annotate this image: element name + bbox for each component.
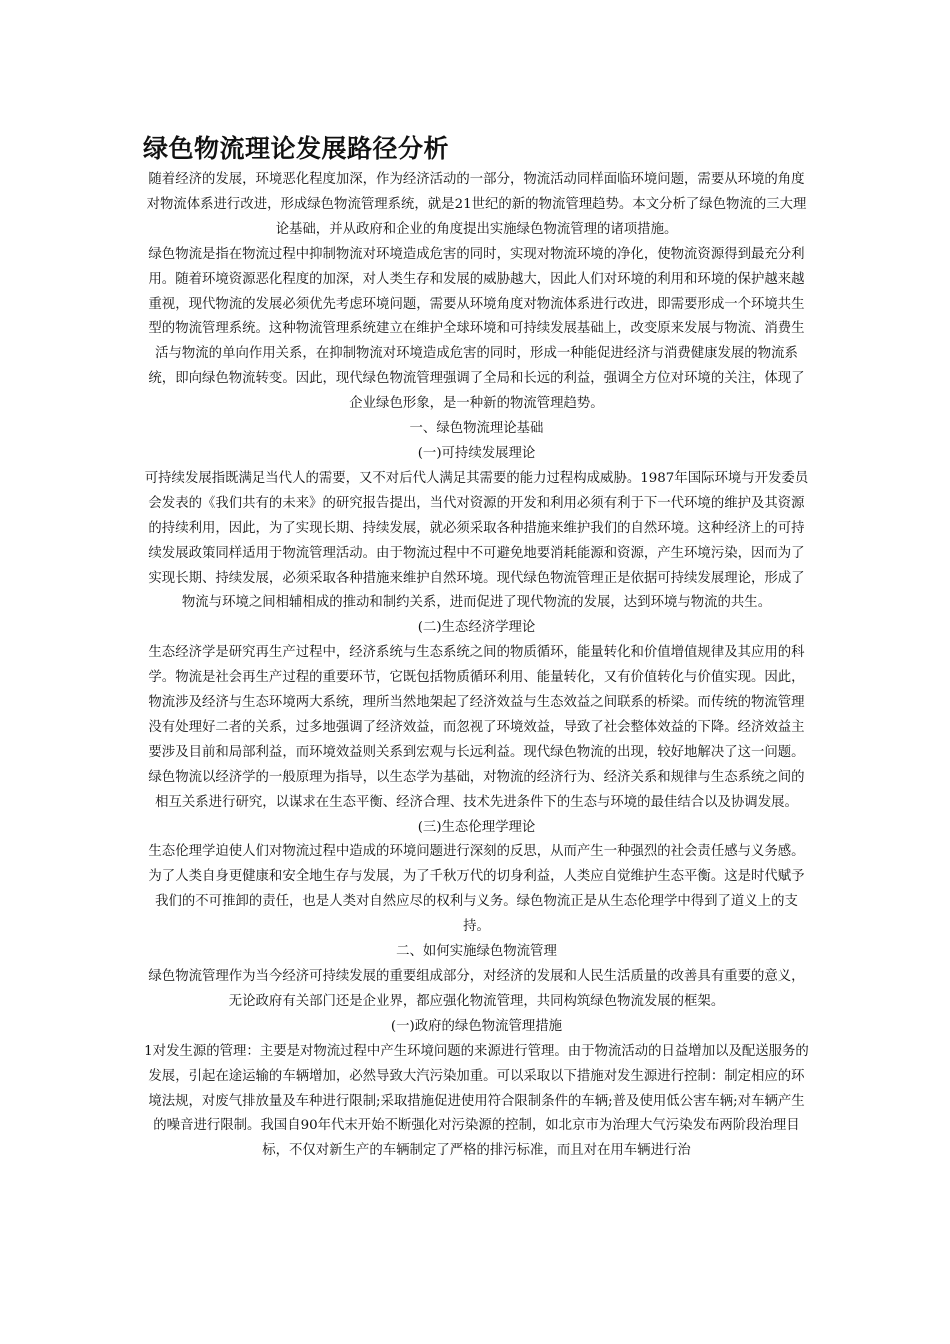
body-paragraph: 生态经济学是研究再生产过程中，经济系统与生态系统之间的物质循环，能量转化和价值增值规律及其应用的科学。物流是社会再生产过程的重要环节，它既包括物质循环利用、能量转化，又有价值转化与价值实现。因此，物流涉及经济与生态环境两大系统，理所当然地架起了经济效益与生态效益之间联系的桥梁。而传统的物流管理没有处理好二者的关系，过多地强调了经济效益，而忽视了环境效益，导致了社会整体效益的下降。经济效益主要涉及目前和局部利益，而环境效益则关系到宏观与长远利益。现代绿色物流的出现，较好地解决了这一问题。绿色物流以经济学的一般原理为指导，以生态学为基础，对物流的经济行为、经济关系和规律与生态系统之间的相互关系进行研究，以谋求在生态平衡、经济合理、技术先进条件下的生态与环境的最佳结合以及协调发展。: [148, 645, 805, 810]
body-paragraph: 绿色物流是指在物流过程中抑制物流对环境造成危害的同时，实现对物流环境的净化，使物流资源得到最充分利用。随着环境资源恶化程度的加深，对人类生存和发展的威胁越大，因此人们对环境的利用和环境的保护越来越重视，现代物流的发展必须优先考虑环境问题，需要从环境角度对物流体系进行改进，即需要形成一个环境共生型的物流管理系统。这种物流管理系统建立在维护全球环境和可持续发展基础上，改变原来发展与物流、消费生活与物流的单向作用关系，在抑制物流对环境造成危害的同时，形成一种能促进经济与消费健康发展的物流系统，即向绿色物流转变。因此，现代绿色物流管理强调了全局和长远的利益，强调全方位对环境的关注，体现了企业绿色形象，是一种新的物流管理趋势。: [148, 246, 805, 412]
body-paragraph: 生态伦理学迫使人们对物流过程中造成的环境问题进行深刻的反思，从而产生一种强烈的社会责任感与义务感。为了人类自身更健康和安全地生存与发展，为了千秋万代的切身利益，人类应自觉维护生态平衡。这是时代赋予我们的不可推卸的责任，也是人类对自然应尽的权利与义务。绿色物流正是从生态伦理学中得到了道义上的支持。: [148, 844, 805, 935]
section-heading: 二、如何实施绿色物流管理: [396, 944, 557, 960]
document-page: [143, 131, 810, 1164]
body-paragraph: 1对发生源的管理：主要是对物流过程中产生环境问题的来源进行管理。由于物流活动的日益增加以及配送服务的发展，引起在途运输的车辆增加，必然导致大汽污染加重。可以采取以下措施对发生源进行控制：制定相应的环境法规，对废气排放量及车种进行限制;采取措施促进使用符合限制条件的车辆;普及使用低公害车辆;对车辆产生的噪音进行限制。我国自90年代末开始不断强化对污染源的控制，如北京市为治理大气污染发布两阶段治理目标，不仅对新生产的车辆制定了严格的排污标准，而且对在用车辆进行治: [144, 1043, 809, 1159]
subsection-heading: (三)生态伦理学理论: [417, 819, 536, 835]
subsection-heading: (一)可持续发展理论: [417, 445, 536, 461]
subsection-heading: (一)政府的绿色物流管理措施: [390, 1018, 563, 1034]
body-paragraph: 可持续发展指既满足当代人的需要，又不对后代人满足其需要的能力过程构成威胁。1987年国际环境与开发委员会发表的《我们共有的未来》的研究报告提出，当代对资源的开发和利用必须有利于下一代环境的维护及其资源的持续利用，因此，为了实现长期、持续发展，就必须采取各种措施来维护我们的自然环境。这种经济上的可持续发展政策同样适用于物流管理活动。由于物流过程中不可避免地要消耗能源和资源，产生环境污染，因而为了实现长期、持续发展，必须采取各种措施来维护自然环境。现代绿色物流管理正是依据可持续发展理论，形成了物流与环境之间相辅相成的推动和制约关系，进而促进了现代物流的发展，达到环境与物流的共生。: [144, 470, 809, 611]
abstract-paragraph: 随着经济的发展，环境恶化程度加深，作为经济活动的一部分，物流活动同样面临环境问题，需要从环境的角度对物流体系进行改进，形成绿色物流管理系统，就是21世纪的新的物流管理趋势。本文分析了绿色物流的三大理论基础，并从政府和企业的角度提出实施绿色物流管理的诸项措施。: [146, 172, 807, 237]
body-paragraph: 绿色物流管理作为当今经济可持续发展的重要组成部分，对经济的发展和人民生活质量的改善具有重要的意义，无论政府有关部门还是企业界，都应强化物流管理，共同构筑绿色物流发展的框架。: [148, 969, 805, 1009]
document-title: 绿色物流理论发展路径分析: [143, 134, 450, 163]
subsection-heading: (二)生态经济学理论: [417, 620, 536, 636]
section-heading: 一、绿色物流理论基础: [409, 421, 544, 437]
